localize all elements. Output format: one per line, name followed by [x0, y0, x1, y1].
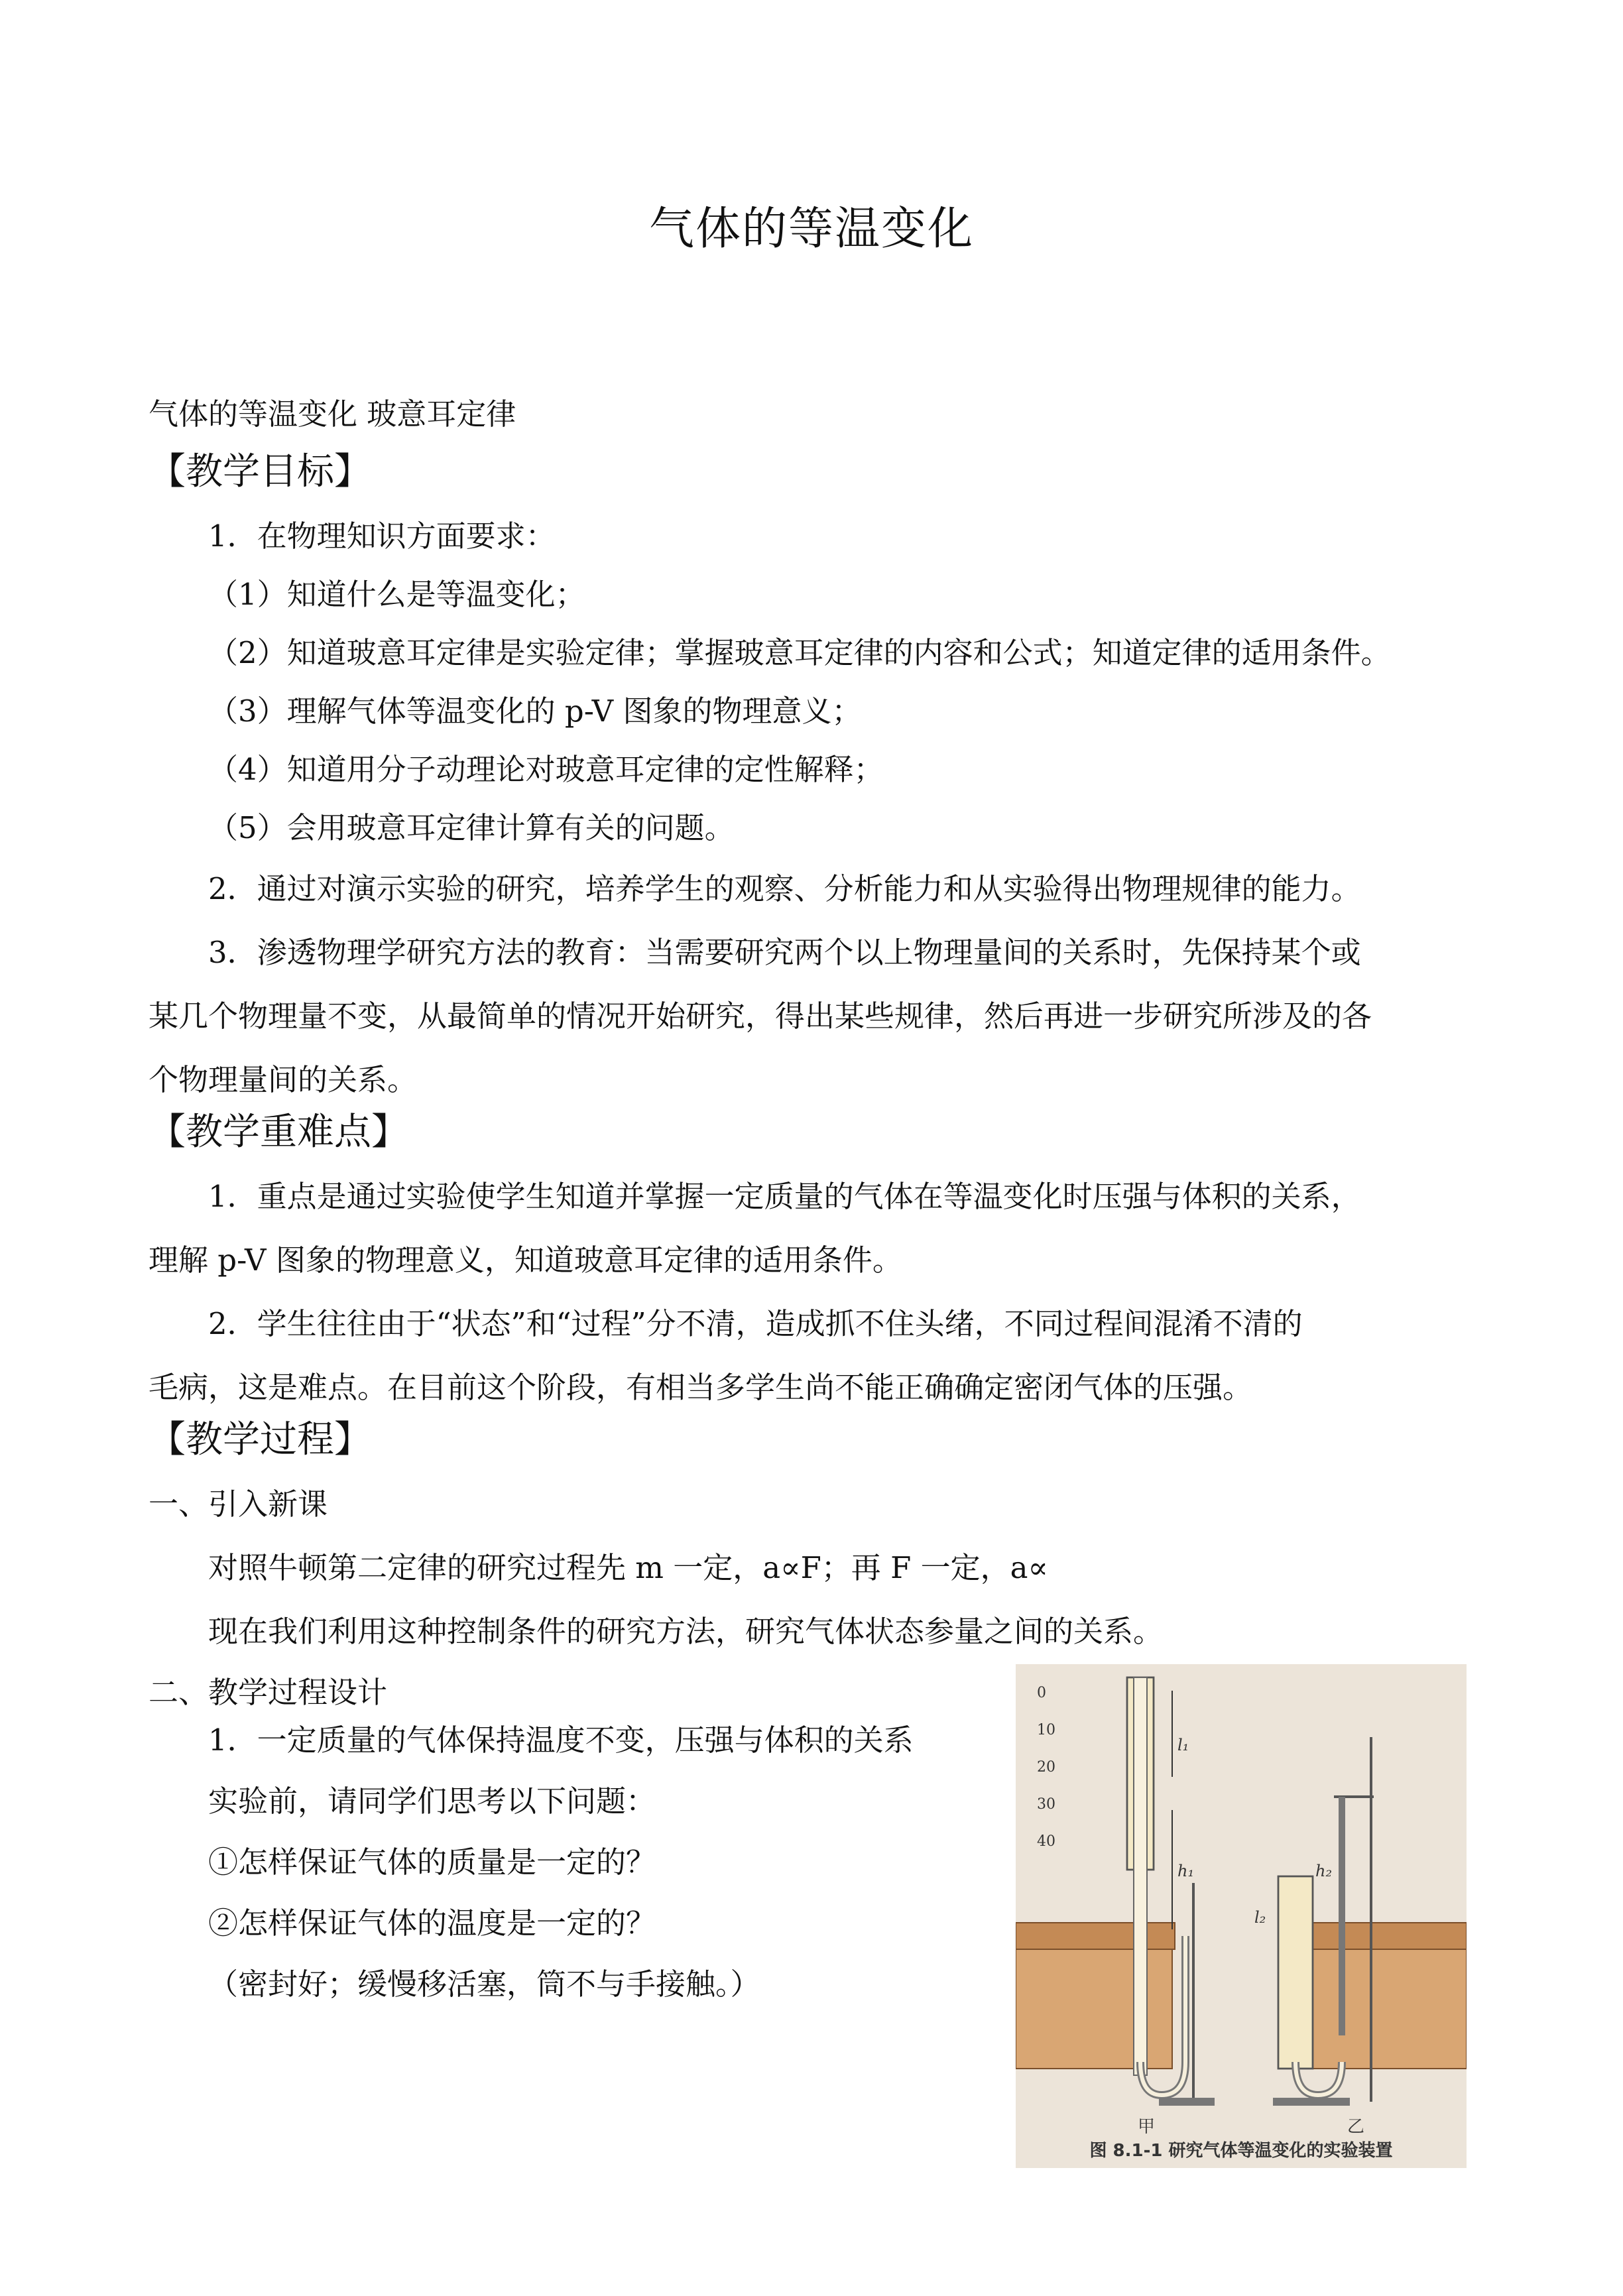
keypoint-line-1: 1．重点是通过实验使学生知道并掌握一定质量的气体在等温变化时压强与体积的关系， [208, 1180, 1361, 1215]
mark-l2: l₂ [1254, 1908, 1266, 1927]
scale-label: 20 [1037, 1759, 1055, 1776]
goal-line-1: 1．在物理知识方面要求： [208, 520, 556, 554]
process-step-5: （密封好；缓慢移活塞，筒不与手接触。） [208, 1968, 760, 2002]
scale-label: 0 [1037, 1685, 1046, 1701]
goal-line-2: （1）知道什么是等温变化； [208, 578, 585, 613]
process-paragraph-2: 现在我们利用这种控制条件的研究方法，研究气体状态参量之间的关系。 [208, 1615, 1164, 1650]
scale-label: 40 [1037, 1833, 1055, 1850]
process-step-2: 实验前，请同学们思考以下问题： [208, 1785, 656, 1819]
page-title: 气体的等温变化 [649, 203, 974, 256]
section-heading-keypoints: 【教学重难点】 [149, 1110, 409, 1154]
mark-l1: l₁ [1177, 1736, 1189, 1754]
section-heading-process: 【教学过程】 [149, 1418, 372, 1461]
goal-line-6: （5）会用玻意耳定律计算有关的问题。 [208, 812, 735, 846]
figure-label-left: 甲 [1138, 2118, 1156, 2138]
process-step-4: ②怎样保证气体的温度是一定的？ [208, 1907, 656, 1941]
goal-line-8: 3．渗透物理学研究方法的教育：当需要研究两个以上物理量间的关系时，先保持某个或 [208, 936, 1361, 971]
goal-line-4: （3）理解气体等温变化的 p-V 图象的物理意义； [208, 695, 862, 729]
process-heading-1: 一、引入新课 [149, 1488, 328, 1522]
apparatus-illustration [1016, 1664, 1467, 2168]
goal-line-9: 某几个物理量不变，从最简单的情况开始研究，得出某些规律，然后再进一步研究所涉及的各 [149, 1000, 1372, 1034]
keypoint-line-4: 毛病，这是难点。在目前这个阶段，有相当多学生尚不能正确确定密闭气体的压强。 [149, 1371, 1253, 1406]
goal-line-10: 个物理量间的关系。 [149, 1063, 418, 1098]
figure-label-right: 乙 [1347, 2118, 1365, 2138]
mark-h1: h₁ [1177, 1862, 1195, 1880]
goal-line-5: （4）知道用分子动理论对玻意耳定律的定性解释； [208, 753, 884, 788]
process-step-3: ①怎样保证气体的质量是一定的？ [208, 1846, 656, 1880]
scale-label: 10 [1037, 1722, 1055, 1738]
goal-line-3: （2）知道玻意耳定律是实验定律；掌握玻意耳定律的内容和公式；知道定律的适用条件。 [208, 636, 1391, 671]
scale-label: 30 [1037, 1796, 1055, 1813]
section-heading-goals: 【教学目标】 [149, 450, 372, 493]
goal-line-7: 2．通过对演示实验的研究，培养学生的观察、分析能力和从实验得出物理规律的能力。 [208, 873, 1361, 907]
mark-h2: h₂ [1315, 1862, 1333, 1880]
process-heading-2: 二、教学过程设计 [149, 1676, 388, 1711]
process-step-1: 1．一定质量的气体保持温度不变，压强与体积的关系 [208, 1724, 914, 1758]
figure-caption: 图 8.1-1 研究气体等温变化的实验装置 [1089, 2142, 1393, 2161]
keypoint-line-3: 2．学生往往由于“状态”和“过程”分不清，造成抓不住头绪，不同过程间混淆不清的 [208, 1307, 1303, 1342]
process-paragraph-1: 对照牛顿第二定律的研究过程先 m 一定，a∝F；再 F 一定，a∝ [208, 1551, 1048, 1586]
keypoint-line-2: 理解 p-V 图象的物理意义，知道玻意耳定律的适用条件。 [149, 1244, 902, 1278]
subtitle: 气体的等温变化 玻意耳定律 [149, 398, 516, 432]
experiment-figure [1016, 1664, 1467, 2168]
